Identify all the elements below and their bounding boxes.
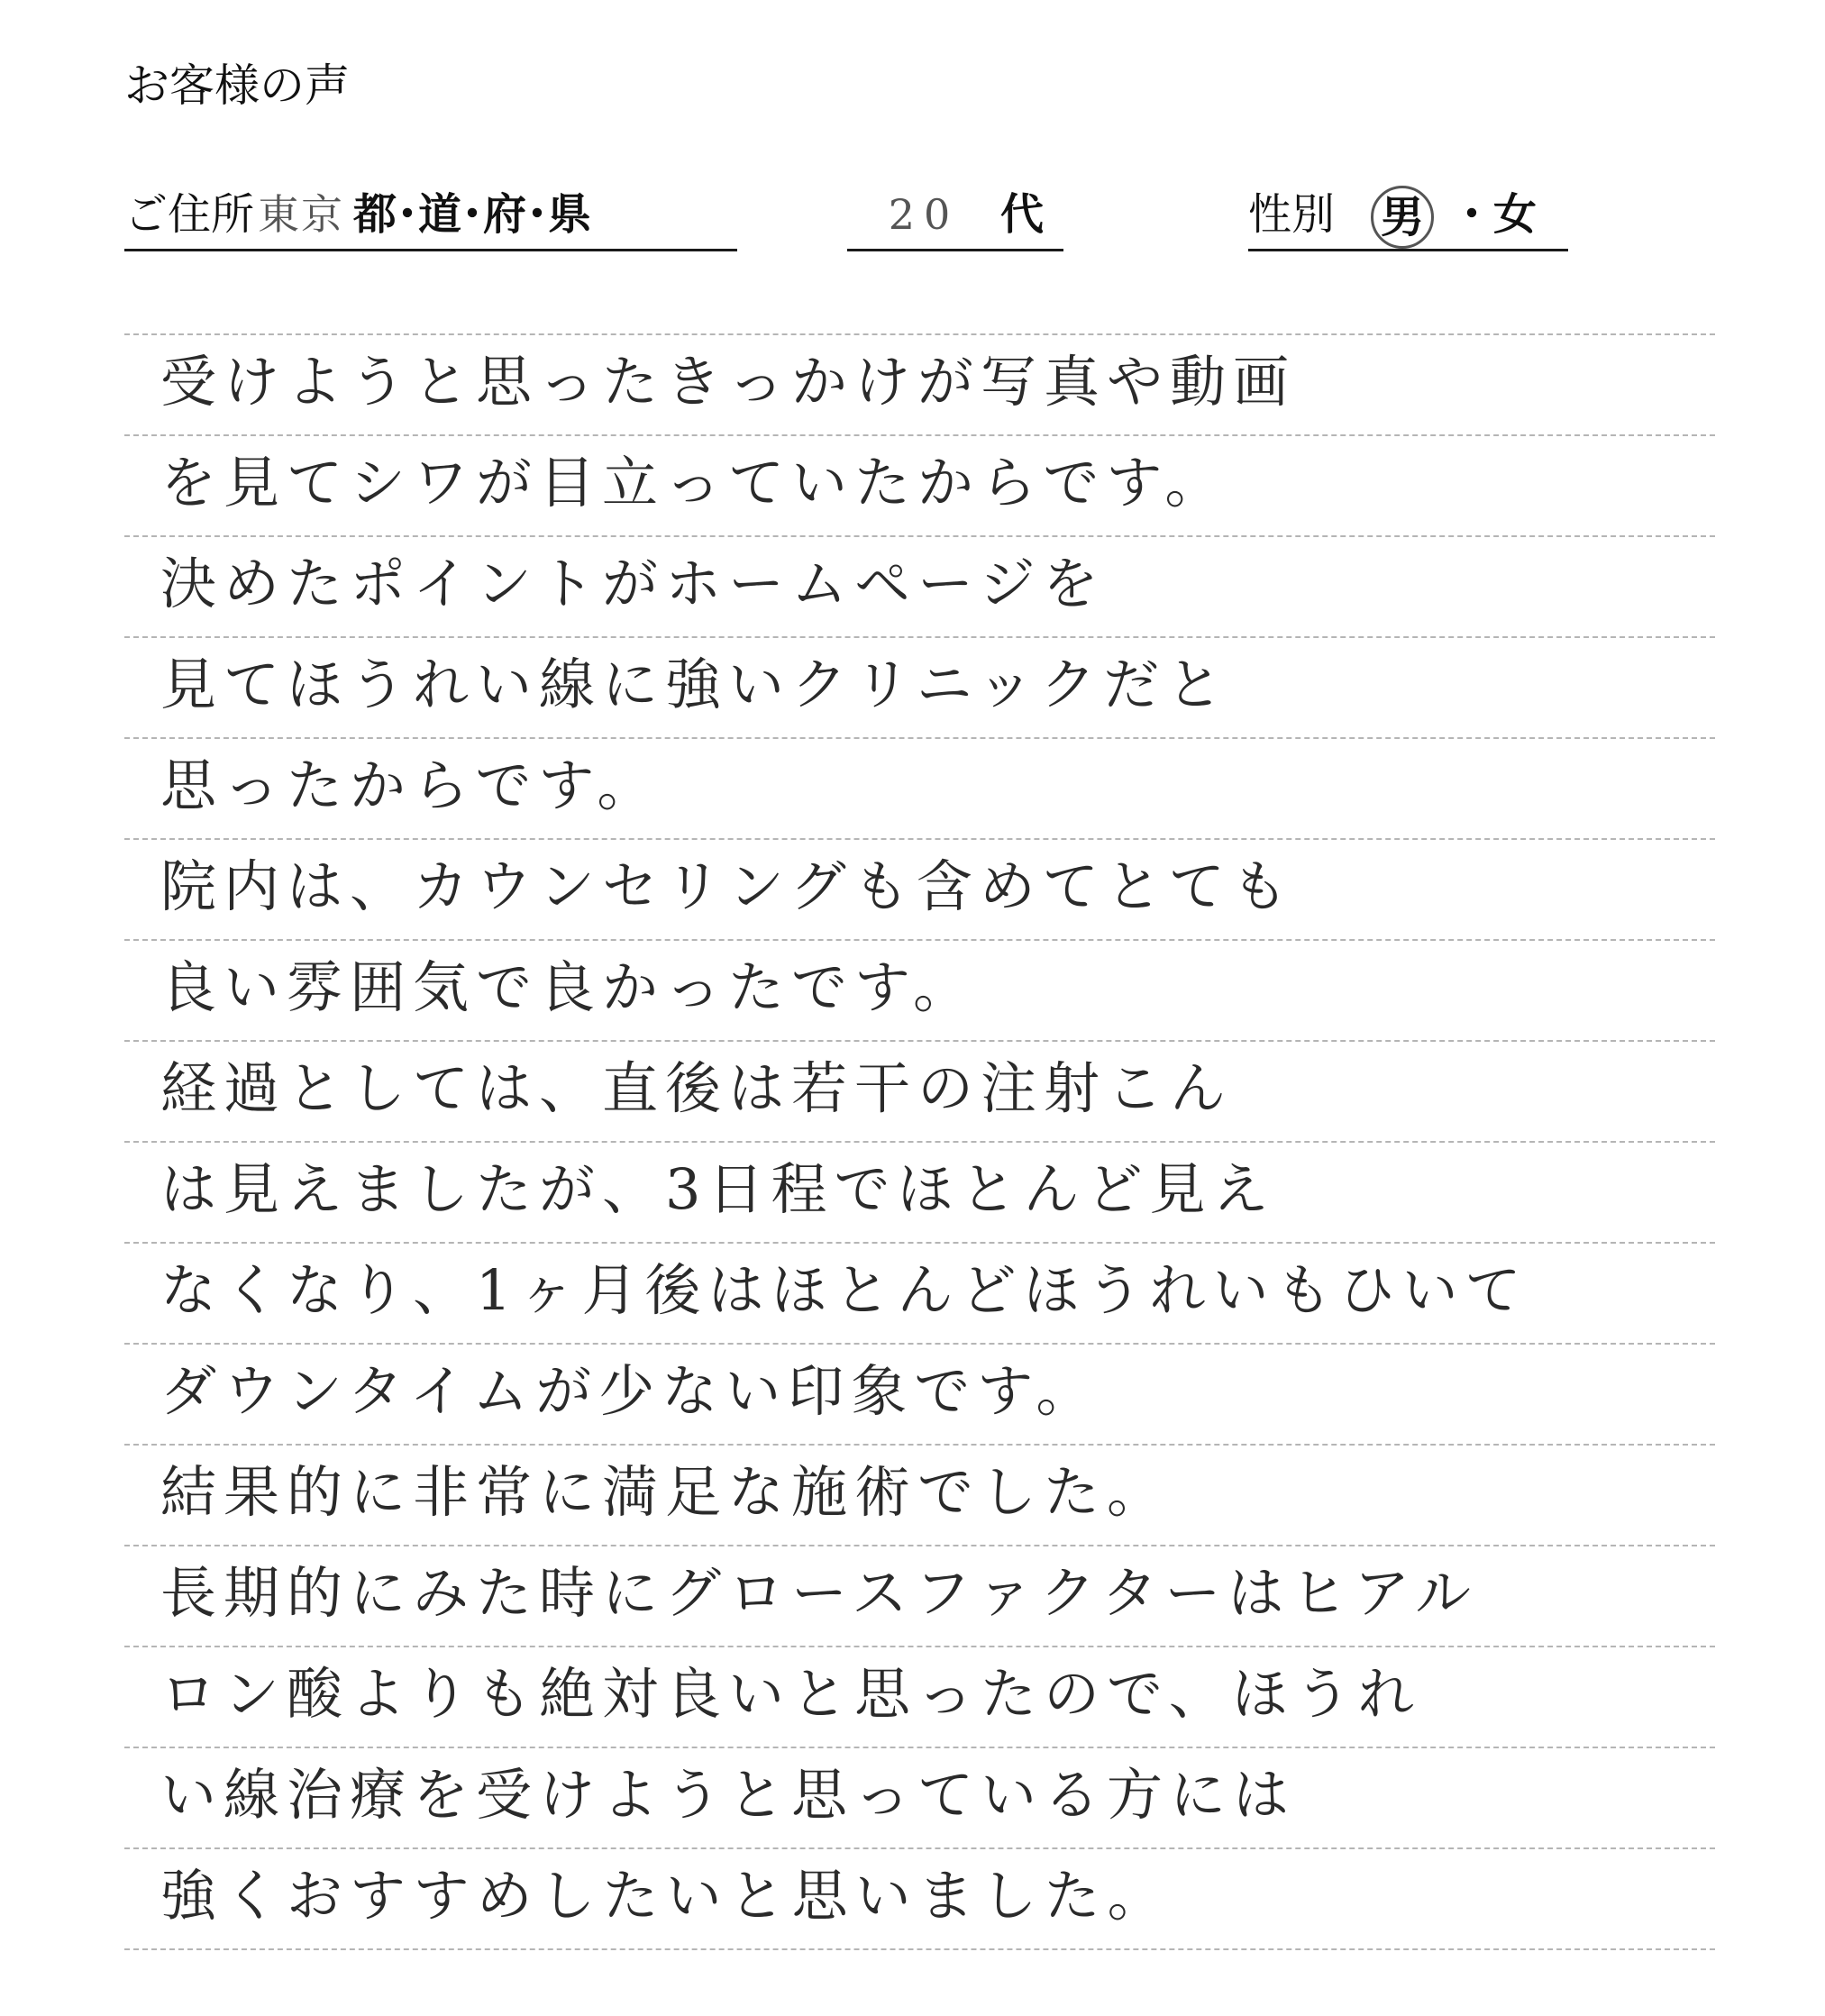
testimonial-line: 結果的に非常に満足な施術でした。 — [124, 1446, 1715, 1546]
testimonial-line: を見てシワが目立っていたからです。 — [124, 436, 1715, 537]
testimonial-line: ダウンタイムが少ない印象です。 — [124, 1345, 1715, 1446]
gender-option-male-circled: 男 — [1371, 186, 1434, 249]
gender-option-female: 女 — [1493, 189, 1538, 240]
age-suffix: 代 — [1000, 189, 1045, 240]
address-prefecture-options: 都･道･府･県 — [353, 189, 592, 240]
testimonial-lines — [124, 333, 1715, 1950]
age-field — [847, 180, 1063, 251]
testimonial-line: 見てほうれい線に強いクリニックだと — [124, 638, 1715, 739]
address-handwritten-value: 東京 — [258, 190, 345, 239]
testimonial-line: 院内は、カウンセリングも含めてとても — [124, 840, 1715, 941]
testimonial-line: い線治療を受けようと思っている方には — [124, 1748, 1715, 1849]
testimonial-line: 決めたポイントがホームページを — [124, 537, 1715, 638]
gender-separator: ・ — [1450, 189, 1494, 240]
testimonial-line: ロン酸よりも絶対良いと思ったので、ほうれ — [124, 1647, 1715, 1748]
testimonial-line: 受けようと思ったきっかけが写真や動画 — [124, 333, 1715, 436]
testimonial-line: は見えましたが、3日程でほとんど見え — [124, 1143, 1715, 1244]
testimonial-line: 長期的にみた時にグロースファクターはヒアル — [124, 1546, 1715, 1647]
gender-label: 性別 — [1248, 189, 1336, 240]
testimonial-line: なくなり、1ヶ月後はほとんどほうれいもひいて — [124, 1244, 1715, 1345]
address-label: ご住所 — [124, 189, 255, 240]
testimonial-line: 経過としては、直後は若干の注射こん — [124, 1042, 1715, 1143]
testimonial-line: 思ったからです。 — [124, 739, 1715, 840]
testimonial-line: 良い雰囲気で良かったです。 — [124, 941, 1715, 1042]
testimonial-line: 強くおすすめしたいと思いました。 — [124, 1849, 1715, 1950]
gender-field — [1248, 180, 1568, 251]
form-title: お客様の声 — [124, 59, 350, 112]
address-field — [124, 180, 737, 251]
age-handwritten-value: 20 — [888, 190, 960, 239]
